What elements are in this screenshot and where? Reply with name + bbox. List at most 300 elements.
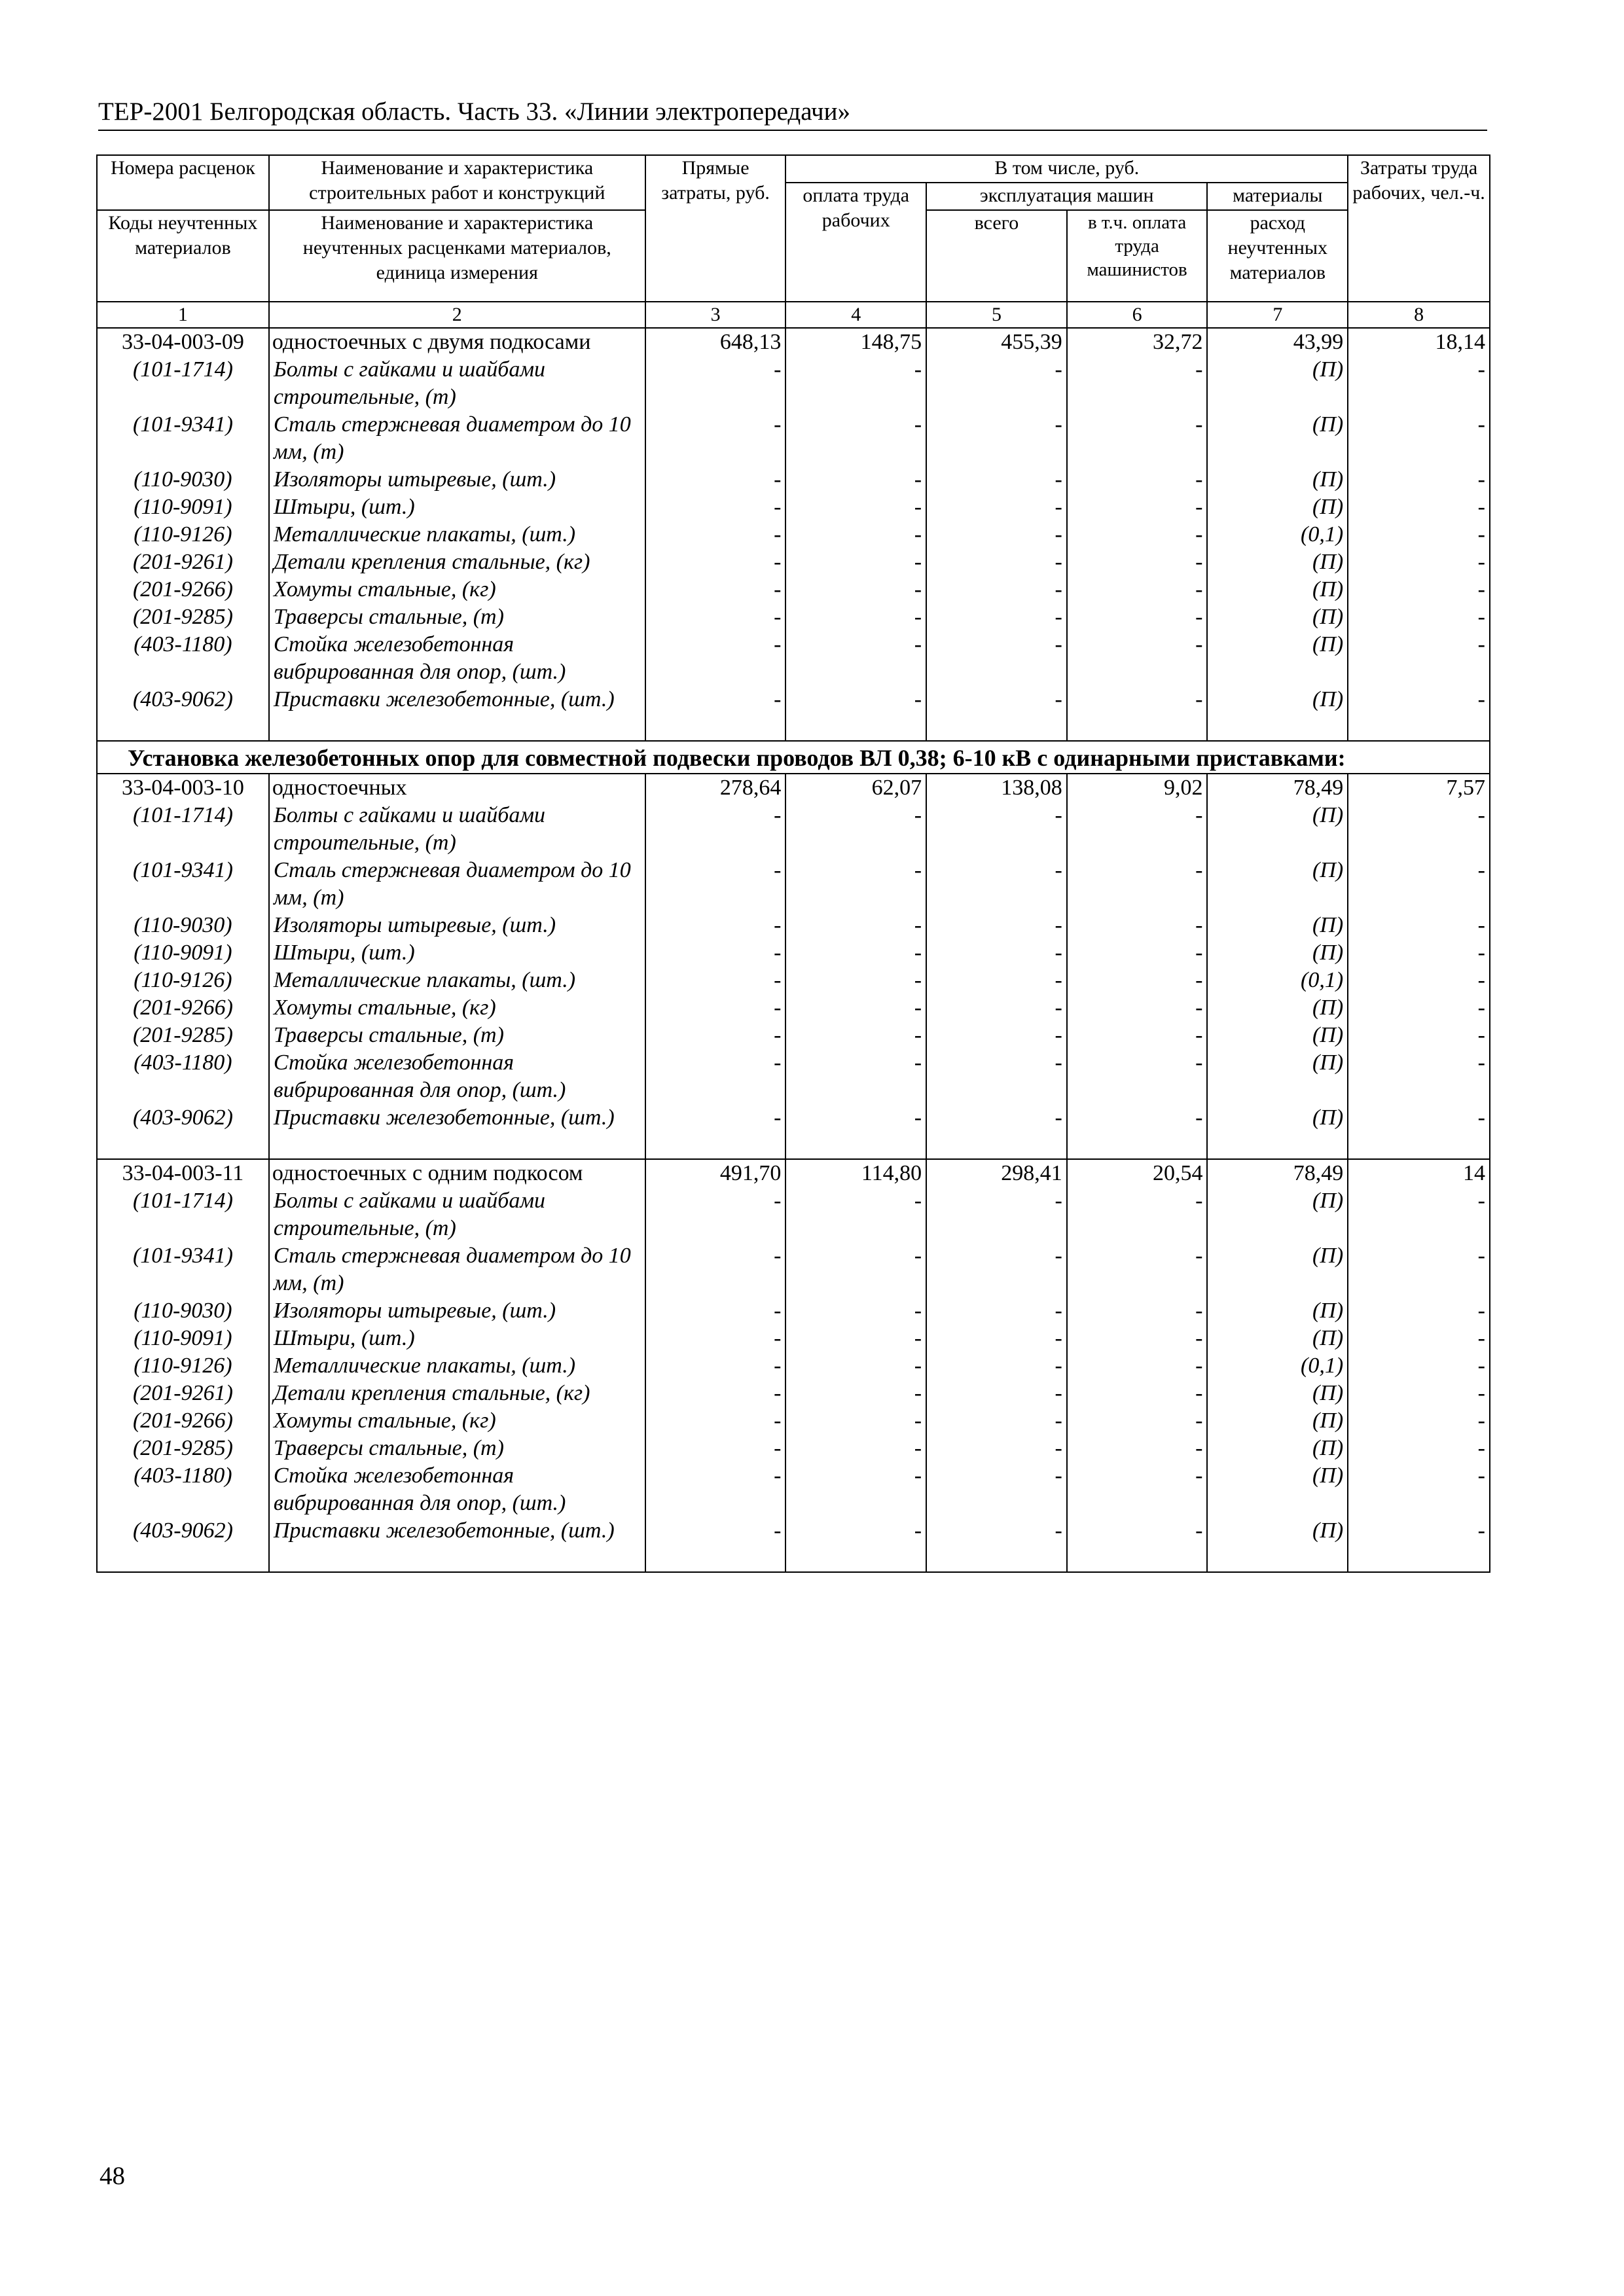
material-row [97, 1297, 1490, 1325]
worker-pay-value: - [785, 912, 926, 939]
machines-total-value: - [926, 466, 1067, 493]
material-row [97, 939, 1490, 967]
material-description: Детали крепления стальные, (кг) [269, 1380, 645, 1407]
materials-value: (П) [1207, 411, 1348, 466]
material-code: (201-9261) [97, 548, 269, 576]
material-row [97, 411, 1490, 466]
worker-pay-value: - [785, 576, 926, 603]
machines-total-value: - [926, 1187, 1067, 1242]
labor-hours-value: - [1348, 912, 1490, 939]
column-number: 4 [785, 302, 926, 328]
material-description: Изоляторы штыревые, (шт.) [269, 1297, 645, 1325]
material-description: Сталь стержневая диаметром до 10 мм, (т) [269, 411, 645, 466]
machines-total-value: - [926, 1407, 1067, 1435]
direct-costs-value: - [645, 548, 786, 576]
worker-pay-value: - [785, 1462, 926, 1517]
labor-hours-value: 14 [1348, 1159, 1490, 1187]
material-code: (201-9266) [97, 994, 269, 1022]
labor-hours-value: - [1348, 939, 1490, 967]
material-row [97, 631, 1490, 686]
material-description: Стойка железобетонная вибрированная для опор, (шт.) [269, 1049, 645, 1104]
page-header: ТЕР-2001 Белгородская область. Часть 33. «Линии электропередачи» [98, 97, 1487, 131]
direct-costs-value: - [645, 994, 786, 1022]
labor-hours-value: - [1348, 1325, 1490, 1352]
worker-pay-value: - [785, 939, 926, 967]
material-description: Штыри, (шт.) [269, 939, 645, 967]
machines-total-value: - [926, 857, 1067, 912]
material-row [97, 967, 1490, 994]
machines-total-value: - [926, 1242, 1067, 1297]
operator-pay-value: - [1067, 1435, 1208, 1462]
worker-pay-value: - [785, 994, 926, 1022]
materials-value: (П) [1207, 631, 1348, 686]
operator-pay-value: - [1067, 802, 1208, 857]
work-description: одностоечных с одним подкосом [269, 1159, 645, 1187]
labor-hours-value: - [1348, 1435, 1490, 1462]
worker-pay-value: - [785, 1104, 926, 1159]
materials-value: (П) [1207, 802, 1348, 857]
material-row [97, 603, 1490, 631]
material-code: (403-9062) [97, 686, 269, 741]
labor-hours-value: - [1348, 1462, 1490, 1517]
machines-total-value: - [926, 1022, 1067, 1049]
rate-row [97, 1159, 1490, 1187]
machines-total-value: - [926, 548, 1067, 576]
direct-costs-value: - [645, 1352, 786, 1380]
worker-pay-value: - [785, 1325, 926, 1352]
material-code: (101-1714) [97, 802, 269, 857]
machines-total-value: - [926, 1517, 1067, 1572]
direct-costs-value: - [645, 493, 786, 521]
direct-costs-value: - [645, 1380, 786, 1407]
direct-costs-value: - [645, 686, 786, 741]
worker-pay-value: - [785, 411, 926, 466]
labor-hours-value: - [1348, 1352, 1490, 1380]
material-description: Металлические плакаты, (шт.) [269, 967, 645, 994]
material-row [97, 576, 1490, 603]
labor-hours-value: - [1348, 356, 1490, 411]
material-description: Приставки железобетонные, (шт.) [269, 1104, 645, 1159]
direct-costs-value: - [645, 1187, 786, 1242]
labor-hours-value: - [1348, 1380, 1490, 1407]
material-code: (101-1714) [97, 356, 269, 411]
materials-value: (П) [1207, 1049, 1348, 1104]
materials-value: (П) [1207, 1297, 1348, 1325]
operator-pay-value: - [1067, 576, 1208, 603]
operator-pay-value: - [1067, 1407, 1208, 1435]
header-labor-hours: Затраты труда рабочих, чел.-ч. [1348, 155, 1490, 302]
material-code: (403-9062) [97, 1104, 269, 1159]
material-code: (403-1180) [97, 631, 269, 686]
material-code: (403-1180) [97, 1049, 269, 1104]
machines-total-value: 455,39 [926, 328, 1067, 356]
direct-costs-value: - [645, 1104, 786, 1159]
materials-value: (П) [1207, 939, 1348, 967]
header-materials: материалы [1207, 183, 1348, 210]
material-description: Штыри, (шт.) [269, 493, 645, 521]
machines-total-value: - [926, 1352, 1067, 1380]
material-row [97, 912, 1490, 939]
direct-costs-value: - [645, 1517, 786, 1572]
worker-pay-value: - [785, 802, 926, 857]
material-description: Траверсы стальные, (т) [269, 1022, 645, 1049]
materials-value: (П) [1207, 1462, 1348, 1517]
materials-value: (П) [1207, 493, 1348, 521]
column-number: 5 [926, 302, 1067, 328]
material-row [97, 1049, 1490, 1104]
machines-total-value: - [926, 1297, 1067, 1325]
direct-costs-value: - [645, 1462, 786, 1517]
direct-costs-value: - [645, 356, 786, 411]
table-header [97, 155, 1490, 328]
labor-hours-value: - [1348, 994, 1490, 1022]
operator-pay-value: - [1067, 1380, 1208, 1407]
material-description: Болты с гайками и шайбами строительные, (т) [269, 356, 645, 411]
material-code: (201-9266) [97, 576, 269, 603]
materials-value: (П) [1207, 1325, 1348, 1352]
operator-pay-value: - [1067, 1462, 1208, 1517]
worker-pay-value: - [785, 521, 926, 548]
header-worker-pay: оплата труда рабочих [785, 183, 926, 302]
operator-pay-value: - [1067, 857, 1208, 912]
material-code: (110-9126) [97, 521, 269, 548]
materials-value: (П) [1207, 1022, 1348, 1049]
worker-pay-value: - [785, 356, 926, 411]
material-description: Хомуты стальные, (кг) [269, 1407, 645, 1435]
materials-value: (П) [1207, 1104, 1348, 1159]
worker-pay-value: - [785, 631, 926, 686]
column-number: 3 [645, 302, 786, 328]
material-description: Хомуты стальные, (кг) [269, 576, 645, 603]
labor-hours-value: - [1348, 1242, 1490, 1297]
column-number: 7 [1207, 302, 1348, 328]
direct-costs-value: - [645, 411, 786, 466]
materials-value: (0,1) [1207, 967, 1348, 994]
machines-total-value: - [926, 912, 1067, 939]
labor-hours-value: - [1348, 1297, 1490, 1325]
material-row [97, 1517, 1490, 1572]
header-including: В том числе, руб. [785, 155, 1348, 183]
material-description: Изоляторы штыревые, (шт.) [269, 466, 645, 493]
operator-pay-value: - [1067, 1104, 1208, 1159]
column-number: 6 [1067, 302, 1208, 328]
operator-pay-value: - [1067, 912, 1208, 939]
header-material-description: Наименование и характеристика неучтенных расценками материалов, единица измерения [269, 210, 645, 302]
direct-costs-value: - [645, 1407, 786, 1435]
material-code: (201-9285) [97, 1435, 269, 1462]
material-description: Сталь стержневая диаметром до 10 мм, (т) [269, 1242, 645, 1297]
material-code: (403-1180) [97, 1462, 269, 1517]
labor-hours-value: - [1348, 411, 1490, 466]
worker-pay-value: - [785, 1049, 926, 1104]
operator-pay-value: - [1067, 967, 1208, 994]
labor-hours-value: - [1348, 548, 1490, 576]
material-code: (110-9091) [97, 939, 269, 967]
material-code: (201-9285) [97, 1022, 269, 1049]
material-description: Стойка железобетонная вибрированная для опор, (шт.) [269, 1462, 645, 1517]
material-description: Приставки железобетонные, (шт.) [269, 686, 645, 741]
operator-pay-value: - [1067, 1297, 1208, 1325]
section-heading: Установка железобетонных опор для совместной подвески проводов ВЛ 0,38; 6-10 кВ с одинарными приставками: [97, 741, 1490, 774]
material-row [97, 493, 1490, 521]
machines-total-value: - [926, 1462, 1067, 1517]
machines-total-value: - [926, 356, 1067, 411]
worker-pay-value: - [785, 603, 926, 631]
direct-costs-value: 491,70 [645, 1159, 786, 1187]
rates-table [96, 154, 1490, 1573]
operator-pay-value: - [1067, 493, 1208, 521]
operator-pay-value: - [1067, 356, 1208, 411]
header-material-codes: Коды неучтенных материалов [97, 210, 269, 302]
direct-costs-value: - [645, 939, 786, 967]
direct-costs-value: 278,64 [645, 774, 786, 802]
labor-hours-value: - [1348, 1022, 1490, 1049]
materials-value: (П) [1207, 1407, 1348, 1435]
labor-hours-value: - [1348, 802, 1490, 857]
header-direct-costs: Прямые затраты, руб. [645, 155, 786, 302]
materials-value: (П) [1207, 603, 1348, 631]
materials-value: (П) [1207, 1435, 1348, 1462]
machines-total-value: 298,41 [926, 1159, 1067, 1187]
worker-pay-value: 62,07 [785, 774, 926, 802]
operator-pay-value: - [1067, 1049, 1208, 1104]
labor-hours-value: - [1348, 1187, 1490, 1242]
worker-pay-value: - [785, 1352, 926, 1380]
direct-costs-value: - [645, 521, 786, 548]
materials-value: (П) [1207, 1242, 1348, 1297]
labor-hours-value: - [1348, 1049, 1490, 1104]
material-code: (110-9030) [97, 466, 269, 493]
materials-value: (П) [1207, 912, 1348, 939]
page-number: 48 [99, 2162, 125, 2190]
operator-pay-value: - [1067, 548, 1208, 576]
materials-value: (П) [1207, 576, 1348, 603]
machines-total-value: 138,08 [926, 774, 1067, 802]
materials-value: (П) [1207, 1380, 1348, 1407]
rate-code: 33-04-003-09 [97, 328, 269, 356]
labor-hours-value: 18,14 [1348, 328, 1490, 356]
labor-hours-value: - [1348, 1407, 1490, 1435]
material-code: (101-1714) [97, 1187, 269, 1242]
worker-pay-value: - [785, 967, 926, 994]
material-description: Хомуты стальные, (кг) [269, 994, 645, 1022]
operator-pay-value: - [1067, 686, 1208, 741]
materials-value: (П) [1207, 1187, 1348, 1242]
operator-pay-value: - [1067, 1242, 1208, 1297]
machines-total-value: - [926, 802, 1067, 857]
direct-costs-value: - [645, 1435, 786, 1462]
material-code: (110-9030) [97, 1297, 269, 1325]
direct-costs-value: - [645, 466, 786, 493]
labor-hours-value: - [1348, 603, 1490, 631]
rate-code: 33-04-003-11 [97, 1159, 269, 1187]
header-unaccounted-materials: расход неучтенных материалов [1207, 210, 1348, 302]
material-row [97, 356, 1490, 411]
material-row [97, 1022, 1490, 1049]
rate-row [97, 774, 1490, 802]
material-code: (101-9341) [97, 857, 269, 912]
header-machines-total: всего [926, 210, 1067, 302]
operator-pay-value: - [1067, 939, 1208, 967]
material-description: Детали крепления стальные, (кг) [269, 548, 645, 576]
materials-value: (0,1) [1207, 521, 1348, 548]
machines-total-value: - [926, 631, 1067, 686]
material-code: (101-9341) [97, 411, 269, 466]
operator-pay-value: - [1067, 521, 1208, 548]
material-row [97, 1462, 1490, 1517]
operator-pay-value: - [1067, 466, 1208, 493]
machines-total-value: - [926, 1104, 1067, 1159]
material-code: (110-9126) [97, 1352, 269, 1380]
worker-pay-value: 148,75 [785, 328, 926, 356]
direct-costs-value: - [645, 802, 786, 857]
worker-pay-value: - [785, 1435, 926, 1462]
material-row [97, 686, 1490, 741]
worker-pay-value: - [785, 466, 926, 493]
material-description: Болты с гайками и шайбами строительные, (т) [269, 1187, 645, 1242]
material-row [97, 994, 1490, 1022]
material-code: (403-9062) [97, 1517, 269, 1572]
material-row [97, 1325, 1490, 1352]
machines-total-value: - [926, 1049, 1067, 1104]
direct-costs-value: - [645, 912, 786, 939]
machines-total-value: - [926, 994, 1067, 1022]
direct-costs-value: - [645, 1049, 786, 1104]
material-code: (110-9091) [97, 1325, 269, 1352]
machines-total-value: - [926, 1380, 1067, 1407]
labor-hours-value: - [1348, 521, 1490, 548]
material-row [97, 521, 1490, 548]
labor-hours-value: - [1348, 1104, 1490, 1159]
direct-costs-value: - [645, 603, 786, 631]
material-row [97, 1104, 1490, 1159]
materials-value: (П) [1207, 356, 1348, 411]
direct-costs-value: - [645, 967, 786, 994]
operator-pay-value: - [1067, 411, 1208, 466]
material-description: Стойка железобетонная вибрированная для опор, (шт.) [269, 631, 645, 686]
operator-pay-value: 9,02 [1067, 774, 1208, 802]
material-row [97, 548, 1490, 576]
worker-pay-value: - [785, 857, 926, 912]
direct-costs-value: - [645, 631, 786, 686]
machines-total-value: - [926, 686, 1067, 741]
header-rate-numbers: Номера расценок [97, 155, 269, 210]
operator-pay-value: - [1067, 1022, 1208, 1049]
material-row [97, 857, 1490, 912]
machines-total-value: - [926, 1435, 1067, 1462]
header-work-description: Наименование и характеристика строительных работ и конструкций [269, 155, 645, 210]
worker-pay-value: - [785, 1242, 926, 1297]
material-code: (201-9261) [97, 1380, 269, 1407]
materials-value: (П) [1207, 466, 1348, 493]
machines-total-value: - [926, 603, 1067, 631]
materials-value: (П) [1207, 686, 1348, 741]
material-description: Металлические плакаты, (шт.) [269, 521, 645, 548]
direct-costs-value: - [645, 1297, 786, 1325]
machines-total-value: - [926, 493, 1067, 521]
direct-costs-value: - [645, 1325, 786, 1352]
machines-total-value: - [926, 576, 1067, 603]
work-description: одностоечных с двумя подкосами [269, 328, 645, 356]
operator-pay-value: 20,54 [1067, 1159, 1208, 1187]
machines-total-value: - [926, 967, 1067, 994]
header-machine-operation: эксплуатация машин [926, 183, 1207, 210]
material-code: (110-9126) [97, 967, 269, 994]
material-description: Сталь стержневая диаметром до 10 мм, (т) [269, 857, 645, 912]
work-description: одностоечных [269, 774, 645, 802]
machines-total-value: - [926, 411, 1067, 466]
material-row [97, 1352, 1490, 1380]
material-code: (110-9091) [97, 493, 269, 521]
materials-value: (0,1) [1207, 1352, 1348, 1380]
direct-costs-value: 648,13 [645, 328, 786, 356]
material-description: Металлические плакаты, (шт.) [269, 1352, 645, 1380]
worker-pay-value: - [785, 686, 926, 741]
materials-value: (П) [1207, 857, 1348, 912]
column-number: 8 [1348, 302, 1490, 328]
operator-pay-value: - [1067, 631, 1208, 686]
operator-pay-value: - [1067, 1325, 1208, 1352]
material-description: Изоляторы штыревые, (шт.) [269, 912, 645, 939]
worker-pay-value: - [785, 1187, 926, 1242]
worker-pay-value: - [785, 493, 926, 521]
materials-value: 78,49 [1207, 774, 1348, 802]
material-code: (201-9285) [97, 603, 269, 631]
worker-pay-value: - [785, 1407, 926, 1435]
section-heading-row [97, 741, 1490, 774]
material-row [97, 1187, 1490, 1242]
labor-hours-value: - [1348, 576, 1490, 603]
materials-value: (П) [1207, 1517, 1348, 1572]
labor-hours-value: 7,57 [1348, 774, 1490, 802]
material-code: (101-9341) [97, 1242, 269, 1297]
material-description: Траверсы стальные, (т) [269, 1435, 645, 1462]
material-code: (110-9030) [97, 912, 269, 939]
material-row [97, 1242, 1490, 1297]
materials-value: (П) [1207, 548, 1348, 576]
table-body [97, 328, 1490, 1572]
material-row [97, 1380, 1490, 1407]
labor-hours-value: - [1348, 631, 1490, 686]
machines-total-value: - [926, 939, 1067, 967]
machines-total-value: - [926, 1325, 1067, 1352]
rate-code: 33-04-003-10 [97, 774, 269, 802]
material-row [97, 1407, 1490, 1435]
operator-pay-value: - [1067, 994, 1208, 1022]
worker-pay-value: - [785, 1022, 926, 1049]
material-row [97, 1435, 1490, 1462]
worker-pay-value: 114,80 [785, 1159, 926, 1187]
material-description: Болты с гайками и шайбами строительные, (т) [269, 802, 645, 857]
direct-costs-value: - [645, 576, 786, 603]
direct-costs-value: - [645, 1022, 786, 1049]
worker-pay-value: - [785, 1297, 926, 1325]
labor-hours-value: - [1348, 466, 1490, 493]
material-description: Траверсы стальные, (т) [269, 603, 645, 631]
labor-hours-value: - [1348, 857, 1490, 912]
materials-value: 78,49 [1207, 1159, 1348, 1187]
worker-pay-value: - [785, 1517, 926, 1572]
labor-hours-value: - [1348, 493, 1490, 521]
worker-pay-value: - [785, 548, 926, 576]
direct-costs-value: - [645, 857, 786, 912]
labor-hours-value: - [1348, 1517, 1490, 1572]
rate-row [97, 328, 1490, 356]
labor-hours-value: - [1348, 967, 1490, 994]
operator-pay-value: 32,72 [1067, 328, 1208, 356]
column-number: 2 [269, 302, 645, 328]
material-code: (201-9266) [97, 1407, 269, 1435]
